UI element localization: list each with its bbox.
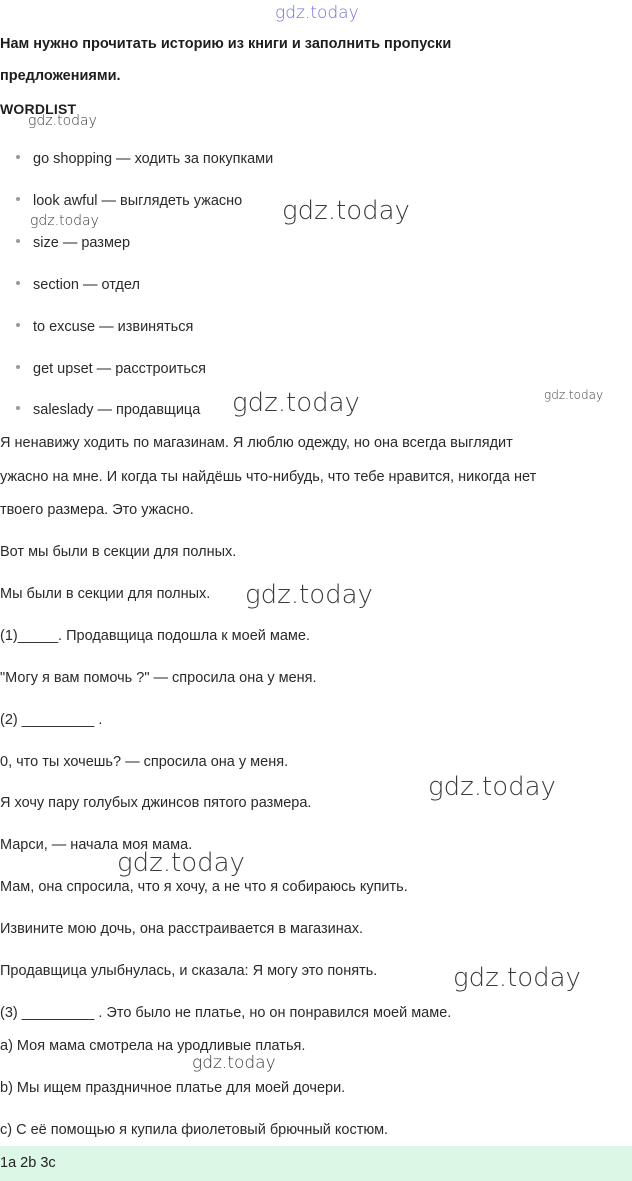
watermark-logo: gdz.today <box>544 388 604 402</box>
bullet-icon <box>16 406 20 410</box>
option-b: b) Мы ищем праздничное платье для моей дочери. <box>0 1080 346 1096</box>
wordlist-item-text: get upset — расстроиться <box>33 361 207 377</box>
watermark-logo: gdz.today <box>275 3 359 23</box>
bullet-icon <box>16 239 20 243</box>
wordlist-item <box>16 360 206 378</box>
bullet-icon <box>16 155 20 159</box>
wordlist-item-text: section — отдел <box>33 277 140 293</box>
bullet-icon <box>16 323 20 327</box>
wordlist-item <box>16 318 193 336</box>
answer-box <box>0 1146 632 1181</box>
watermark-logo: gdz.today <box>28 113 97 129</box>
intro-line-1: Нам нужно прочитать историю из книги и заполнить пропуски <box>0 36 452 52</box>
bullet-icon <box>16 197 20 201</box>
story-line: Вот мы были в секции для полных. <box>0 544 237 560</box>
story-line: Мам, она спросила, что я хочу, а не что я собираюсь купить. <box>0 879 408 895</box>
bullet-icon <box>16 365 20 369</box>
story-line: Марси, — начала моя мама. <box>0 837 193 853</box>
intro-line-2: предложениями. <box>0 68 121 84</box>
option-a: a) Моя мама смотрела на уродливые платья. <box>0 1038 306 1054</box>
watermark-logo: gdz.today <box>428 772 556 802</box>
answer-text: 1a 2b 3c <box>0 1155 56 1171</box>
story-line: Я хочу пару голубых джинсов пятого размера. <box>0 795 312 811</box>
story-line: Извините мою дочь, она расстраивается в магазинах. <box>0 921 364 937</box>
story-line-gap-2: (2) _________ . <box>0 712 103 728</box>
watermark-logo: gdz.today <box>232 388 360 418</box>
story-line: 0, что ты хочешь? — спросила она у меня. <box>0 754 289 770</box>
wordlist-item <box>16 276 140 294</box>
story-line: ужасно на мне. И когда ты найдёшь что-нибудь, что тебе нравится, никогда нет <box>0 469 537 485</box>
story-line: Я ненавижу ходить по магазинам. Я люблю одежду, но она всегда выглядит <box>0 435 513 451</box>
watermark-logo: gdz.today <box>282 196 410 226</box>
watermark-logo: gdz.today <box>117 848 245 878</box>
story-line: Продавщица улыбнулась, и сказала: Я могу это понять. <box>0 963 378 979</box>
watermark-logo: gdz.today <box>245 580 373 610</box>
watermark-logo: gdz.today <box>192 1053 276 1073</box>
story-line: Мы были в секции для полных. <box>0 586 211 602</box>
wordlist-item-text: to excuse — извиняться <box>33 319 194 335</box>
story-line-gap-3: (3) _________ . Это было не платье, но он понравился моей маме. <box>0 1005 452 1021</box>
watermark-logo: gdz.today <box>30 213 99 229</box>
wordlist-title: WORDLIST <box>0 101 77 117</box>
wordlist-item-text: look awful — выглядеть ужасно <box>33 193 243 209</box>
wordlist-item <box>16 401 200 419</box>
wordlist-item <box>16 234 130 252</box>
wordlist-item-text: saleslady — продавщица <box>33 402 201 418</box>
wordlist-item-text: size — размер <box>33 235 131 251</box>
story-line: "Могу я вам помочь ?" — спросила она у меня. <box>0 670 317 686</box>
option-c: c) С её помощью я купила фиолетовый брючный костюм. <box>0 1122 389 1138</box>
wordlist-item <box>16 150 273 168</box>
wordlist-item <box>16 192 242 210</box>
watermark-logo: gdz.today <box>453 963 581 993</box>
story-line-gap-1: (1)_____. Продавщица подошла к моей маме. <box>0 628 310 644</box>
story-line: твоего размера. Это ужасно. <box>0 502 194 518</box>
wordlist-item-text: go shopping — ходить за покупками <box>33 151 274 167</box>
bullet-icon <box>16 281 20 285</box>
